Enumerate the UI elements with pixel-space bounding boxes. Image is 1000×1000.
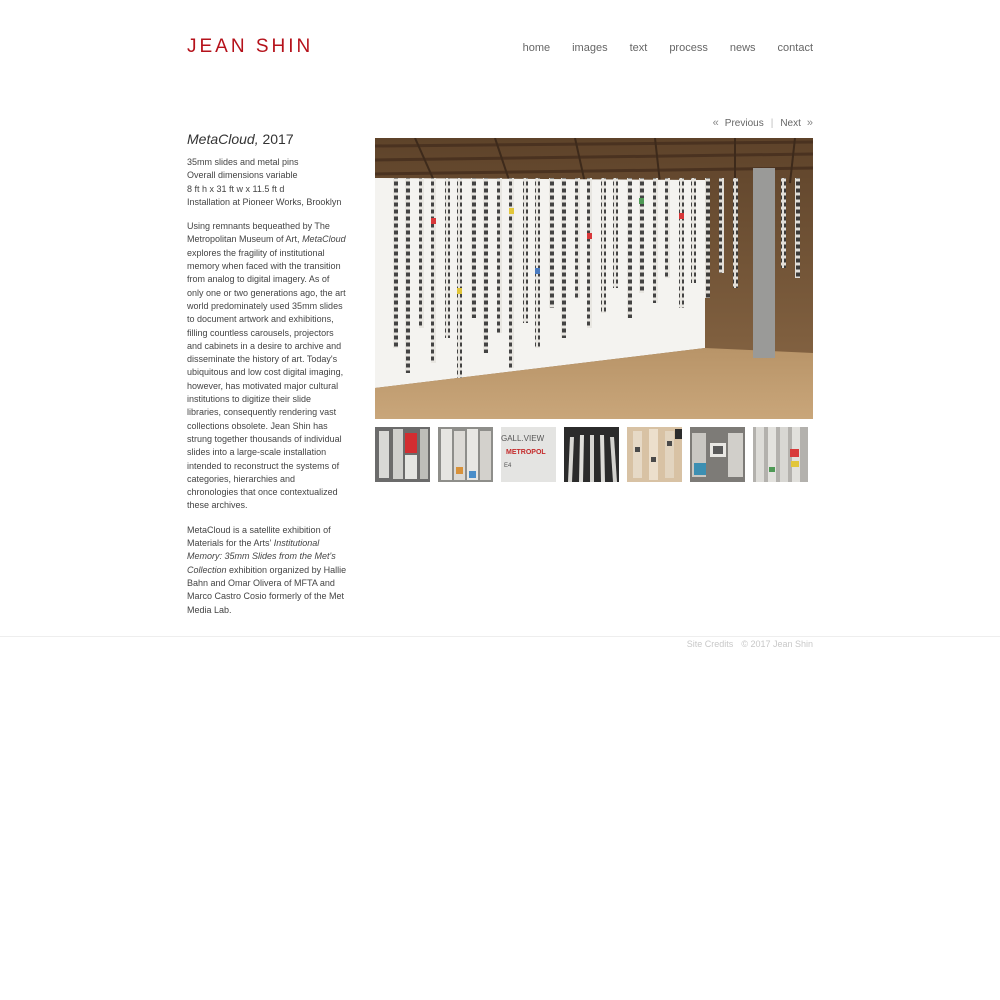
thumbnail-2[interactable] [438,427,493,482]
main-artwork-image[interactable] [375,138,813,419]
previous-button[interactable] [713,117,764,129]
nav-images[interactable]: images [572,42,608,54]
thumbnail-4[interactable] [564,427,619,482]
site-logo[interactable]: JEAN SHIN [187,36,314,57]
double-chevron-right-icon: » [806,117,813,129]
footer [687,639,813,649]
main-nav [523,42,813,54]
thumbnail-5[interactable] [627,427,682,482]
work-dimensions-note: Overall dimensions variable [187,170,298,181]
previous-label[interactable]: Previous [724,117,764,129]
nav-process[interactable]: process [669,42,708,54]
desc1-text-b: explores the fragility of institutional memory when faced with the transition from analog to digital imagery. As of only one or two generations ago, the art world predominately used 35mm slides to document artwork and exhibitions, filling countless carousels, projectors and cabinets in a desire to archive and disseminate the history of art. Today's ubiquitous and low cost digital imaging, however, has motivated major cultural institutions to digitize their slide libraries, consequently rendering vast collections obsolete. Jean Shin has strung together thousands of individual slides into a large-scale installation intended to reconstruct the systems of categories, hierarchies and chronologies that once contextualized these archives. [187,247,346,511]
thumbnail-6[interactable] [690,427,745,482]
next-button[interactable] [780,117,813,129]
desc2-text-a: MetaCloud is a satellite exhibition of Materials for the Arts' [187,524,331,549]
thumbnail-1-image [375,427,430,482]
nav-contact[interactable]: contact [777,42,813,54]
work-description-1 [187,220,347,513]
thumbnail-strip [375,427,808,482]
nav-news[interactable]: news [729,42,756,54]
next-label[interactable]: Next [780,117,801,129]
site-credits-link[interactable]: Site Credits [686,639,734,649]
copyright-text: © 2017 Jean Shin [741,639,813,649]
work-meta [187,156,347,209]
pager-separator: | [770,117,774,129]
installation-photo [375,138,813,419]
work-details [187,131,347,617]
work-year: 2017 [262,131,294,147]
thumbnail-6-image [690,427,745,482]
thumbnail-7[interactable] [753,427,808,482]
work-title-name: MetaCloud, [187,131,259,147]
double-chevron-left-icon: « [712,117,719,129]
work-description-2 [187,524,347,617]
desc2-em: Institutional Memory: 35mm Slides from the Met's Collection [187,538,336,575]
image-pager [713,117,813,129]
thumbnail-3-text-1: GALL.VIEW [501,434,545,443]
thumbnail-3-text-2: METROPOL [506,449,546,456]
desc1-em: MetaCloud [302,234,346,245]
thumbnail-3[interactable] [501,427,556,482]
work-dimensions: 8 ft h x 31 ft w x 11.5 ft d [187,183,285,194]
nav-text[interactable]: text [629,42,648,54]
thumbnail-4-image [564,427,619,482]
thumbnail-3-image [501,427,556,482]
thumbnail-1[interactable] [375,427,430,482]
footer-divider [0,636,1000,637]
desc2-text-b: exhibition organized by Hallie Bahn and Omar Olivera of MFTA and Marco Castro Cosio formerly of the Met Media Lab. [187,564,347,615]
work-location: Installation at Pioneer Works, Brooklyn [187,196,342,207]
thumbnail-7-image [753,427,808,482]
thumbnail-3-text-3: E4 [504,463,512,469]
nav-home[interactable]: home [522,42,551,54]
desc1-text-a: Using remnants bequeathed by The Metropolitan Museum of Art, [187,221,330,245]
work-title [187,131,347,147]
thumbnail-2-image [438,427,493,482]
thumbnail-5-image [627,427,682,482]
work-materials: 35mm slides and metal pins [187,157,299,167]
